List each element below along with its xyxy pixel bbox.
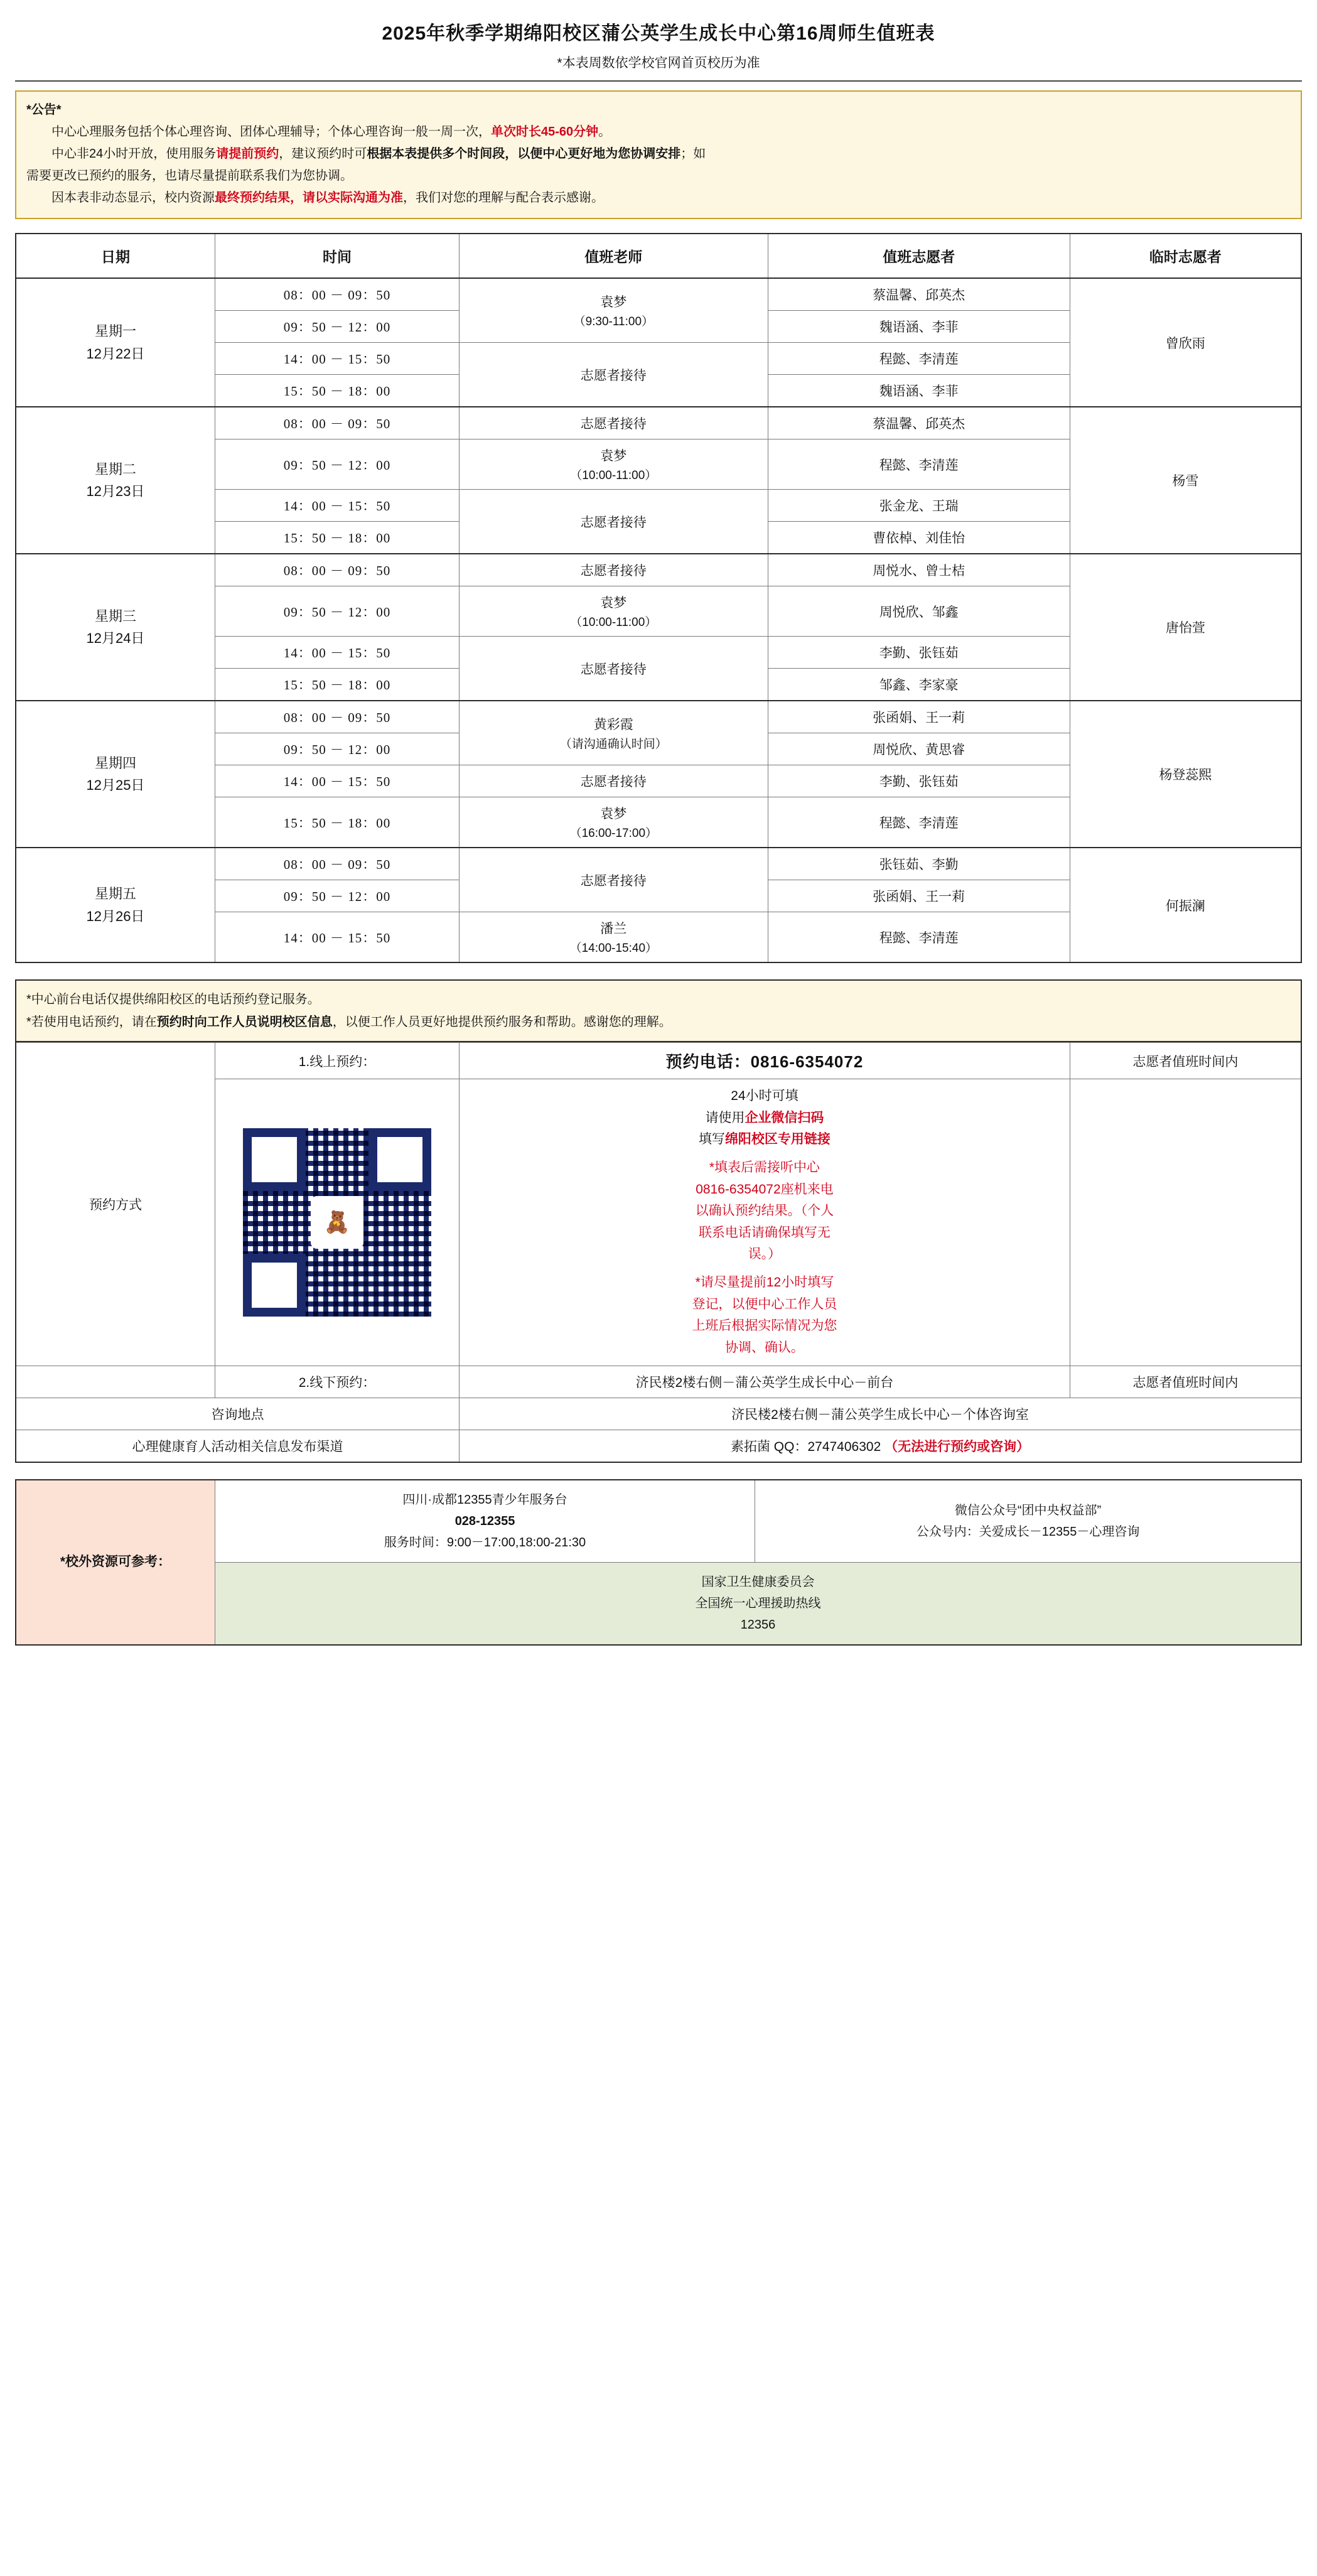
phone-number: 0816-6354072	[750, 1052, 864, 1071]
time-cell: 15：50 － 18：00	[215, 375, 459, 407]
notice-heading: *公告*	[26, 103, 62, 117]
qr-note-line-11: 上班后根据实际情况为您	[692, 1318, 837, 1334]
table-row	[16, 554, 1301, 586]
channel-row	[16, 1430, 1301, 1462]
volunteer-cell: 蔡温馨、邱英杰	[768, 278, 1070, 311]
weekday-label: 星期三	[94, 608, 136, 624]
col-temp-volunteer: 临时志愿者	[1070, 234, 1301, 278]
ext1-line3: 服务时间：9:00－17:00,18:00-21:30	[384, 1535, 586, 1549]
table-row	[16, 407, 1301, 439]
temp-volunteer-cell: 杨雪	[1070, 407, 1301, 554]
teacher-time-note: （14:00-15:40）	[569, 942, 658, 955]
qr-note-3a: 填写	[698, 1132, 725, 1147]
teacher-name: 袁梦	[600, 449, 627, 463]
booking-offline-place: 济民楼2楼右侧－蒲公英学生成长中心－前台	[460, 1366, 1070, 1398]
ext3-line3: 12356	[740, 1617, 776, 1632]
notice-line-3b: 最终预约结果，请以实际沟通为准	[215, 191, 403, 205]
qr-note-line-4: *填表后需接听中心	[709, 1160, 820, 1175]
day-cell	[16, 407, 215, 554]
time-cell: 09：50 － 12：00	[215, 439, 459, 490]
booking-offline-spacer	[16, 1366, 215, 1398]
phone-note-2a: *若使用电话预约，请在	[26, 1015, 157, 1029]
temp-volunteer-cell: 唐怡萱	[1070, 554, 1301, 701]
notice-line-1a: 中心心理服务包括个体心理咨询、团体心理辅导；个体心理咨询一般一周一次，	[51, 125, 491, 139]
qr-note-line-7: 联系电话请确保填写无	[698, 1225, 831, 1240]
teacher-cell	[460, 343, 768, 407]
ext3-line1: 国家卫生健康委员会	[701, 1575, 815, 1589]
notice-line-2d: 根据本表提供多个时间段，以便中心更好地为您协调安排	[367, 147, 681, 161]
teacher-cell	[460, 797, 768, 848]
volunteer-cell: 邹鑫、李家豪	[768, 669, 1070, 701]
qr-note-line-3	[465, 1129, 1065, 1151]
external-item-hotline	[215, 1562, 1301, 1645]
booking-online-row	[16, 1043, 1301, 1079]
notice-line-2	[26, 143, 1291, 165]
booking-phone-cell	[460, 1043, 1070, 1079]
notice-line-1b: 单次时长45-60分钟	[491, 125, 599, 139]
teacher-cell	[460, 701, 768, 765]
teacher-name: 潘兰	[600, 922, 627, 936]
time-cell: 15：50 － 18：00	[215, 522, 459, 554]
volunteer-cell: 魏语涵、李菲	[768, 311, 1070, 343]
qr-note-3b: 绵阳校区专用链接	[724, 1132, 831, 1147]
page-title: 2025年秋季学期绵阳校区蒲公英学生成长中心第16周师生值班表	[382, 23, 935, 44]
ext3-line2: 全国统一心理援助热线	[695, 1596, 821, 1610]
temp-volunteer-cell: 杨登蕊熙	[1070, 701, 1301, 848]
teacher-name: 黄彩霞	[593, 718, 633, 732]
qr-note-line-6: 以确认预约结果。（个人	[695, 1204, 834, 1219]
time-cell: 14：00 － 15：50	[215, 637, 459, 669]
volunteer-cell: 魏语涵、李菲	[768, 375, 1070, 407]
channel-value-note: （无法进行预约或咨询）	[884, 1439, 1030, 1454]
time-cell: 08：00 － 09：50	[215, 278, 459, 311]
qr-note-line-10: 登记，以便中心工作人员	[692, 1296, 837, 1312]
booking-table	[15, 1042, 1302, 1463]
date-label: 12月24日	[86, 630, 145, 646]
teacher-cell	[460, 586, 768, 637]
booking-phone-time: 志愿者值班时间内	[1070, 1043, 1301, 1079]
teacher-cell	[460, 848, 768, 912]
teacher-name: 志愿者接待	[580, 775, 647, 789]
notice-line-2b: 请提前预约	[216, 147, 279, 161]
col-volunteer: 值班志愿者	[768, 234, 1070, 278]
ext2-line2: 公众号内：关爱成长－12355－心理咨询	[916, 1524, 1140, 1539]
time-cell: 09：50 － 12：00	[215, 586, 459, 637]
channel-label: 心理健康育人活动相关信息发布渠道	[16, 1430, 460, 1462]
time-cell: 08：00 － 09：50	[215, 701, 459, 733]
notice-line-2e: ；如	[680, 147, 706, 161]
qr-note-2a: 请使用	[705, 1110, 745, 1125]
notice-box	[15, 90, 1302, 219]
ext2-line1: 微信公众号“团中央权益部”	[954, 1503, 1102, 1517]
booking-qr-placeholder	[215, 1079, 459, 1366]
time-cell: 09：50 － 12：00	[215, 880, 459, 912]
time-cell: 14：00 － 15：50	[215, 490, 459, 522]
notice-line-3c: ，我们对您的理解与配合表示感谢。	[403, 191, 604, 205]
notice-line-1c: 。	[598, 125, 611, 139]
date-label: 12月26日	[86, 908, 145, 924]
time-cell: 09：50 － 12：00	[215, 311, 459, 343]
ext1-line2: 028-12355	[454, 1514, 515, 1528]
notice-line-3	[26, 187, 1291, 209]
teacher-time-note: （10:00-11:00）	[570, 469, 657, 482]
qr-note-line-9: *请尽量提前12小时填写	[695, 1275, 834, 1290]
teacher-name: 志愿者接待	[580, 368, 647, 383]
booking-method-label: 预约方式	[16, 1043, 215, 1366]
volunteer-cell: 张金龙、王瑞	[768, 490, 1070, 522]
volunteer-cell: 张函娟、王一莉	[768, 701, 1070, 733]
booking-offline-label: 2.线下预约：	[215, 1366, 459, 1398]
time-cell: 08：00 － 09：50	[215, 554, 459, 586]
qr-note-line-5: 0816-6354072座机来电	[696, 1182, 834, 1197]
booking-offline-time: 志愿者值班时间内	[1070, 1366, 1301, 1398]
volunteer-cell: 李勤、张钰茹	[768, 637, 1070, 669]
teacher-cell	[460, 439, 768, 490]
teacher-cell	[460, 490, 768, 554]
phone-note-line-1: *中心前台电话仅提供绵阳校区的电话预约登记服务。	[26, 993, 320, 1006]
day-cell	[16, 554, 215, 701]
ext1-line1: 四川·成都12355青少年服务台	[402, 1492, 567, 1507]
col-time: 时间	[215, 234, 459, 278]
teacher-cell	[460, 407, 768, 439]
temp-volunteer-cell: 曾欣雨	[1070, 278, 1301, 407]
volunteer-cell: 蔡温馨、邱英杰	[768, 407, 1070, 439]
volunteer-cell: 程懿、李清莲	[768, 439, 1070, 490]
phone-label: 预约电话：	[665, 1052, 751, 1071]
time-cell: 14：00 － 15：50	[215, 765, 459, 797]
weekday-label: 星期四	[94, 755, 136, 771]
page-subtitle: *本表周数依学校官网首页校历为准	[15, 50, 1302, 82]
qr-note-line-1: 24小时可填	[731, 1089, 798, 1103]
phone-note-2c: ，以便工作人员更好地提供预约服务和帮助。感谢您的理解。	[332, 1015, 672, 1029]
weekday-label: 星期二	[94, 461, 136, 477]
external-resources-table	[15, 1479, 1302, 1646]
table-row	[16, 701, 1301, 733]
consult-place-row	[16, 1398, 1301, 1430]
time-cell: 08：00 － 09：50	[215, 848, 459, 880]
col-date: 日期	[16, 234, 215, 278]
time-cell: 09：50 － 12：00	[215, 733, 459, 765]
teacher-name: 袁梦	[600, 295, 627, 310]
notice-line-1	[26, 121, 1291, 143]
time-cell: 14：00 － 15：50	[215, 912, 459, 963]
weekday-label: 星期一	[94, 323, 136, 340]
qr-note-line-2	[465, 1107, 1065, 1129]
volunteer-cell: 李勤、张钰茹	[768, 765, 1070, 797]
volunteer-cell: 周悦欣、邹鑫	[768, 586, 1070, 637]
teacher-time-note: （10:00-11:00）	[570, 616, 657, 629]
volunteer-cell: 张钰茹、李勤	[768, 848, 1070, 880]
teacher-name: 志愿者接待	[580, 417, 647, 431]
volunteer-cell: 张函娟、王一莉	[768, 880, 1070, 912]
date-label: 12月25日	[86, 777, 145, 793]
duty-schedule-table	[15, 233, 1302, 963]
channel-value-qq: 素拓菌 QQ：2747406302	[730, 1439, 885, 1454]
external-item-wechat	[755, 1480, 1301, 1563]
teacher-time-note: （请沟通确认时间）	[559, 738, 667, 751]
teacher-name: 志愿者接待	[580, 873, 647, 888]
external-row-1	[16, 1480, 1301, 1563]
day-cell	[16, 701, 215, 848]
booking-online-label: 1.线上预约：	[215, 1043, 459, 1079]
notice-line-2a: 中心非24小时开放，使用服务	[51, 147, 217, 161]
qr-note-line-12: 协调、确认。	[724, 1340, 804, 1355]
time-cell: 14：00 － 15：50	[215, 343, 459, 375]
teacher-time-note: （9:30-11:00）	[573, 315, 654, 328]
phone-note-2b: 预约时向工作人员说明校区信息	[156, 1015, 333, 1029]
time-cell: 15：50 － 18：00	[215, 669, 459, 701]
table-row	[16, 848, 1301, 880]
date-label: 12月23日	[86, 483, 145, 499]
teacher-name: 志愿者接待	[580, 515, 647, 530]
volunteer-cell: 程懿、李清莲	[768, 912, 1070, 963]
teacher-cell	[460, 637, 768, 701]
teacher-name: 志愿者接待	[580, 564, 647, 578]
teacher-name: 志愿者接待	[580, 662, 647, 677]
table-row	[16, 278, 1301, 311]
qr-note-2b: 企业微信扫码	[745, 1110, 824, 1125]
phone-note-line-2	[26, 1011, 1291, 1033]
volunteer-cell: 周悦欣、黄思睿	[768, 733, 1070, 765]
time-cell: 08：00 － 09：50	[215, 407, 459, 439]
consult-place-value: 济民楼2楼右侧－蒲公英学生成长中心－个体咨询室	[460, 1398, 1301, 1430]
volunteer-cell: 曹依棹、刘佳怡	[768, 522, 1070, 554]
teacher-cell	[460, 912, 768, 963]
external-label: *校外资源可参考：	[16, 1480, 215, 1645]
teacher-cell	[460, 554, 768, 586]
notice-line-2c: ，建议预约时可	[279, 147, 367, 161]
day-cell	[16, 278, 215, 407]
volunteer-cell: 程懿、李清莲	[768, 343, 1070, 375]
temp-volunteer-cell: 何振澜	[1070, 848, 1301, 962]
weekday-label: 星期五	[94, 886, 136, 902]
table-header-row	[16, 234, 1301, 278]
date-label: 12月22日	[86, 345, 145, 362]
external-item-12355	[215, 1480, 755, 1563]
booking-offline-row	[16, 1366, 1301, 1398]
qr-center-icon: 🧸	[311, 1196, 363, 1249]
teacher-name: 袁梦	[600, 807, 627, 821]
qr-note-line-8: 误。）	[748, 1247, 782, 1262]
qr-instructions	[460, 1079, 1070, 1366]
volunteer-cell: 程懿、李清莲	[768, 797, 1070, 848]
notice-line-3a: 因本表非动态显示，校内资源	[51, 191, 215, 205]
notice-line-2-cont: 需要更改已预约的服务，也请尽量提前联系我们为您协调。	[26, 169, 353, 183]
col-teacher: 值班老师	[460, 234, 768, 278]
qr-code-image	[220, 1117, 454, 1328]
volunteer-cell: 周悦水、曾士桔	[768, 554, 1070, 586]
teacher-name: 袁梦	[600, 596, 627, 610]
teacher-time-note: （16:00-17:00）	[569, 827, 658, 840]
teacher-cell	[460, 765, 768, 797]
day-cell	[16, 848, 215, 962]
time-cell: 15：50 － 18：00	[215, 797, 459, 848]
channel-value	[460, 1430, 1301, 1462]
consult-place-label: 咨询地点	[16, 1398, 460, 1430]
teacher-cell	[460, 278, 768, 343]
phone-note-box	[15, 979, 1302, 1042]
